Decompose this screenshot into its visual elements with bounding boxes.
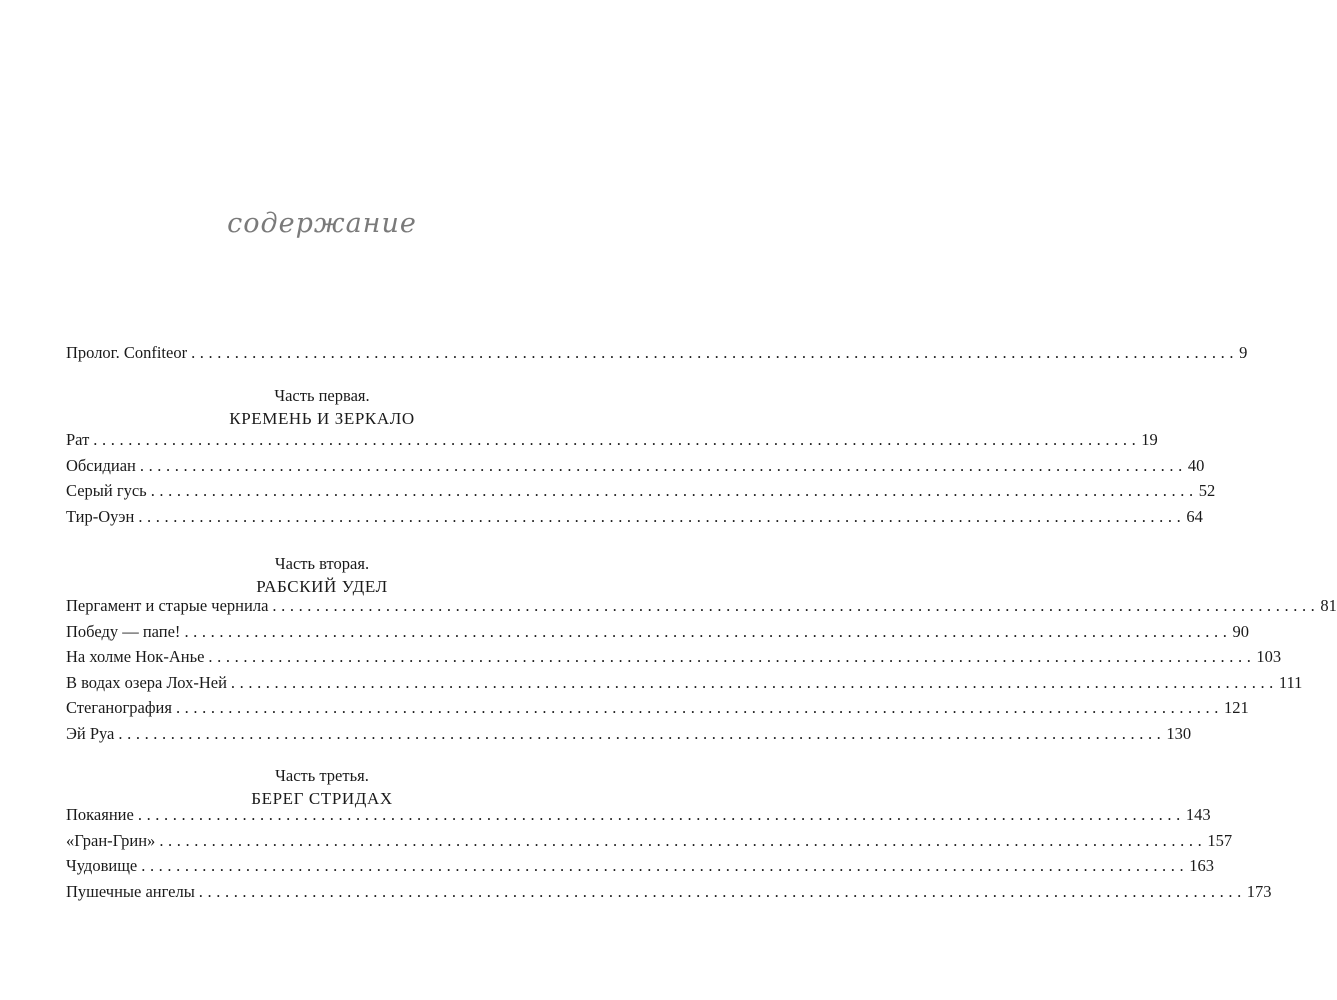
- toc-entry-page: 64: [1186, 506, 1203, 526]
- toc-block-part-3: [66, 805, 1272, 907]
- leader-dots: ........................................................................................................................: [208, 647, 1256, 667]
- toc-entry-label: Чудовище: [66, 856, 138, 876]
- toc-entry-page: 40: [1187, 455, 1205, 475]
- toc-entry-page: 173: [1246, 881, 1272, 901]
- toc-entry-page: 130: [1166, 723, 1192, 743]
- toc-entry-label: Покаяние: [66, 805, 134, 824]
- leader-dots: ........................................................................................................................: [198, 881, 1246, 901]
- toc-entry: [66, 621, 1249, 648]
- toc-entry-label: Победу — папе!: [66, 621, 181, 641]
- part-heading-1: [0, 385, 644, 431]
- toc-entry: [66, 856, 1214, 882]
- part-title: БЕРЕГ СТРИДАХ: [251, 789, 393, 808]
- leader-dots: ........................................................................................................................: [138, 506, 1186, 526]
- leader-dots: ........................................................................................................................: [141, 856, 1189, 876]
- toc-entry: [66, 723, 1192, 750]
- toc-entry: [66, 430, 1158, 456]
- part-number: Часть третья.: [275, 766, 369, 785]
- toc-block-part-1: [66, 430, 1216, 532]
- toc-entry-label: Обсидиан: [66, 455, 136, 475]
- toc-entry: [66, 647, 1282, 673]
- toc-entry-page: 111: [1278, 672, 1303, 692]
- toc-block-prologue: [66, 343, 1248, 369]
- toc-entry-page: 81: [1320, 596, 1337, 615]
- toc-entry-label: Эй Руа: [66, 723, 115, 743]
- toc-entry: [66, 596, 1337, 622]
- leader-dots: ........................................................................................................................: [137, 805, 1185, 824]
- toc-entry-page: 19: [1141, 430, 1158, 449]
- toc-entry-label: Пролог. Confiteor: [66, 343, 188, 362]
- toc-entry-page: 157: [1207, 830, 1233, 850]
- toc-entry-label: Рат: [66, 430, 90, 449]
- part-title: КРЕМЕНЬ И ЗЕРКАЛО: [229, 409, 415, 428]
- toc-entry-label: Стеганография: [66, 698, 172, 718]
- toc-entry-label: Тир-Оуэн: [66, 506, 135, 526]
- toc-entry-page: 121: [1223, 698, 1249, 718]
- leader-dots: ........................................................................................................................: [150, 481, 1198, 501]
- toc-entry-page: 163: [1189, 856, 1214, 876]
- toc-entry-page: 103: [1256, 647, 1282, 667]
- leader-dots: ........................................................................................................................: [118, 723, 1166, 743]
- part-heading-2: [0, 553, 644, 599]
- leader-dots: ........................................................................................................................: [184, 621, 1232, 641]
- toc-entry-label: «Гран-Грин»: [66, 830, 156, 850]
- leader-dots: ........................................................................................................................: [93, 430, 1141, 449]
- part-number: Часть вторая.: [274, 554, 370, 573]
- toc-entry: [66, 698, 1249, 724]
- toc-entry: [66, 881, 1272, 908]
- toc-entry: [66, 343, 1248, 369]
- toc-entry: [66, 506, 1203, 533]
- toc-entry: [66, 830, 1233, 857]
- part-title: РАБСКИЙ УДЕЛ: [256, 577, 388, 596]
- toc-entry: [66, 805, 1211, 831]
- toc-entry-page: 52: [1198, 481, 1216, 501]
- toc-entry-label: Пушечные ангелы: [66, 881, 195, 901]
- toc-entry: [66, 672, 1303, 699]
- toc-entry-label: На холме Нок-Анье: [66, 647, 205, 667]
- toc-entry-page: 9: [1239, 343, 1248, 362]
- leader-dots: ........................................................................................................................: [159, 830, 1207, 850]
- leader-dots: ........................................................................................................................: [272, 596, 1320, 615]
- toc-entry-label: В водах озера Лох-Ней: [66, 672, 227, 692]
- page-title: содержание: [227, 208, 417, 239]
- toc-entry: [66, 455, 1205, 482]
- leader-dots: ........................................................................................................................: [230, 672, 1278, 692]
- leader-dots: ........................................................................................................................: [139, 455, 1187, 475]
- toc-entry-page: 143: [1185, 805, 1211, 824]
- leader-dots: ........................................................................................................................: [175, 698, 1223, 718]
- toc-entry-label: Пергамент и старые чернила: [66, 596, 269, 615]
- toc-entry-label: Серый гусь: [66, 481, 147, 501]
- toc-entry: [66, 481, 1216, 507]
- part-number: Часть первая.: [274, 386, 370, 405]
- leader-dots: ........................................................................................................................: [191, 343, 1239, 362]
- toc-block-part-2: [66, 596, 1337, 750]
- toc-entry-page: 90: [1232, 621, 1249, 641]
